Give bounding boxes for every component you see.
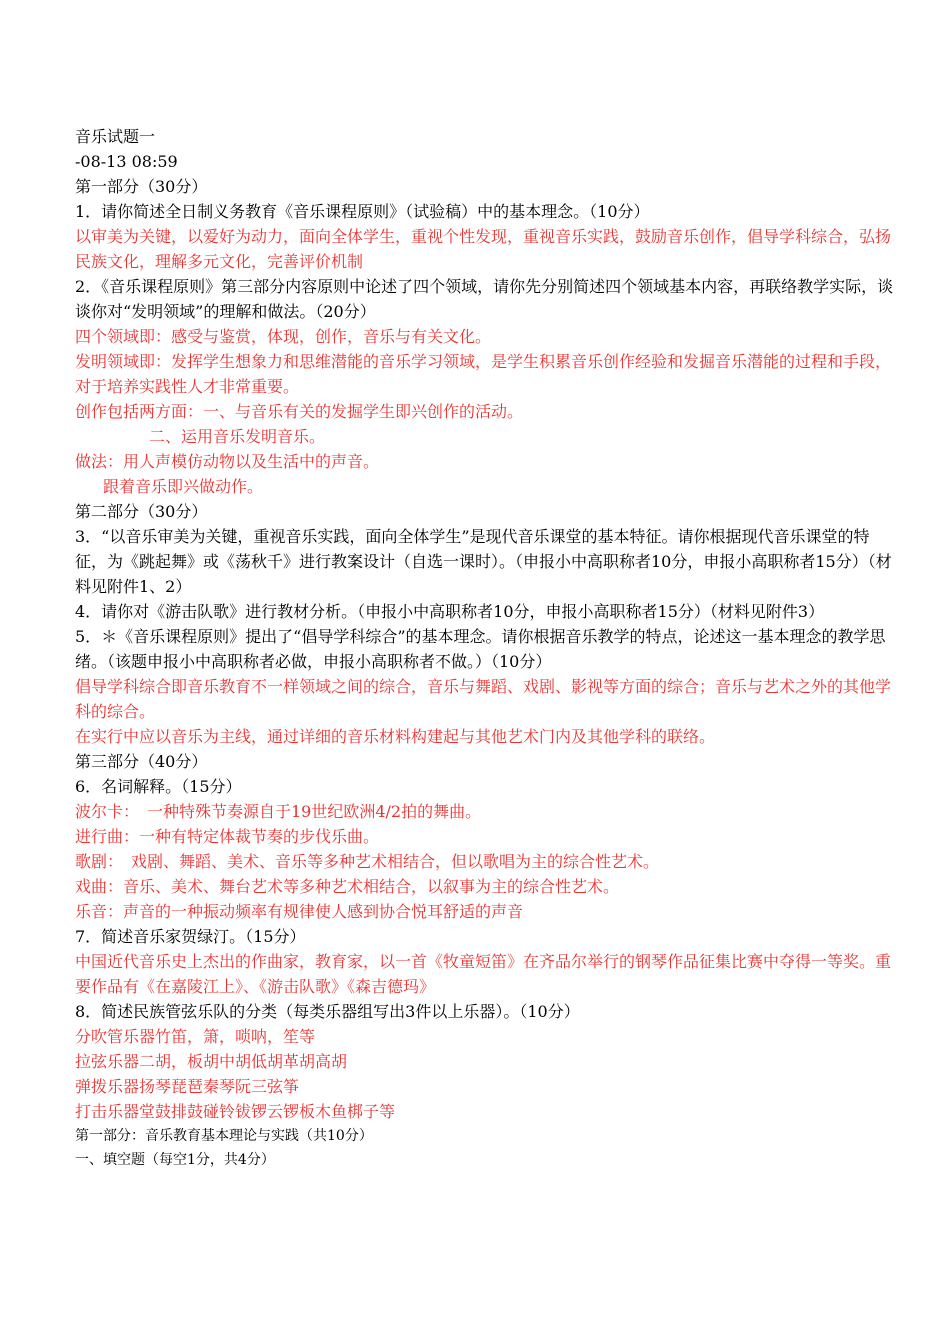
doc-body	[75, 174, 900, 1172]
doc-datetime: -08-13 08:59	[75, 152, 178, 171]
answer-line: 以审美为关键，以爱好为动力，面向全体学生，重视个性发现，重视音乐实践，鼓励音乐创作，倡导学科综合，弘扬民族文化，理解多元文化，完善评价机制	[75, 227, 892, 271]
question-line: 2．《音乐课程原则》第三部分内容原则中论述了四个领域，请你先分别简述四个领域基本内容，再联络教学实际，谈谈你对“发明领域”的理解和做法。（20分）	[75, 277, 894, 321]
answer-line: 波尔卡： 一种特殊节奏源自于19世纪欧洲4/2拍的舞曲。	[75, 802, 482, 821]
answer-line: 中国近代音乐史上杰出的作曲家，教育家，以一首《牧童短笛》在齐品尔举行的钢琴作品征集比赛中夺得一等奖。重要作品有《在嘉陵江上》、《游击队歌》《森吉德玛》	[75, 952, 892, 996]
answer-line: 做法：用人声模仿动物以及生活中的声音。	[75, 452, 380, 471]
question-line: 一、填空题（每空1分，共4分）	[75, 1152, 275, 1168]
question-line: 第三部分（40分）	[75, 752, 208, 771]
question-line: 5．＊《音乐课程原则》提出了“倡导学科综合”的基本理念。请你根据音乐教学的特点，论述这一基本理念的教学思绪。（该题申报小中高职称者必做，申报小高职称者不做。）（10分）	[75, 627, 886, 671]
doc-title: 音乐试题一	[75, 127, 156, 146]
answer-line: 二、运用音乐发明音乐。	[149, 427, 326, 446]
answer-line: 发明领域即：发挥学生想象力和思维潜能的音乐学习领域，是学生积累音乐创作经验和发掘音乐潜能的过程和手段，对于培养实践性人才非常重要。	[75, 352, 892, 396]
answer-line: 进行曲：一种有特定体裁节奏的步伐乐曲。	[75, 827, 380, 846]
answer-line: 歌剧： 戏剧、舞蹈、美术、音乐等多种艺术相结合，但以歌唱为主的综合性艺术。	[75, 852, 660, 871]
answer-line: 跟着音乐即兴做动作。	[103, 477, 264, 496]
question-line: 8．简述民族管弦乐队的分类（每类乐器组写出3件以上乐器）。（10分）	[75, 1002, 580, 1021]
document-page	[75, 124, 900, 1172]
answer-line: 打击乐器堂鼓排鼓碰铃钹锣云锣板木鱼梆子等	[75, 1102, 396, 1121]
question-line: 3．“以音乐审美为关键，重视音乐实践，面向全体学生”是现代音乐课堂的基本特征。请你根据现代音乐课堂的特征，为《跳起舞》或《荡秋千》进行教案设计（自选一课时）。（申报小中高职称者10分，申报小高职称者15分）（材料见附件1、2）	[75, 527, 892, 596]
question-line: 4．请你对《游击队歌》进行教材分析。（申报小中高职称者10分，申报小高职称者15分）（材料见附件3）	[75, 602, 825, 621]
answer-line: 乐音：声音的一种振动频率有规律使人感到协合悦耳舒适的声音	[75, 902, 524, 921]
question-line: 7．简述音乐家贺绿汀。（15分）	[75, 927, 306, 946]
question-line: 6．名词解释。（15分）	[75, 777, 242, 796]
question-line: 第一部分（30分）	[75, 177, 208, 196]
answer-line: 倡导学科综合即音乐教育不一样领域之间的综合，音乐与舞蹈、戏剧、影视等方面的综合；音乐与艺术之外的其他学科的综合。	[75, 677, 892, 721]
question-line: 1．请你简述全日制义务教育《音乐课程原则》（试验稿）中的基本理念。（10分）	[75, 202, 650, 221]
question-line: 第二部分（30分）	[75, 502, 208, 521]
question-line: 第一部分：音乐教育基本理论与实践（共10分）	[75, 1128, 373, 1144]
answer-line: 戏曲：音乐、美术、舞台艺术等多种艺术相结合，以叙事为主的综合性艺术。	[75, 877, 620, 896]
answer-line: 弹拨乐器扬琴琵琶秦琴阮三弦筝	[75, 1077, 300, 1096]
answer-line: 分吹管乐器竹笛，箫，唢呐，笙等	[75, 1027, 316, 1046]
answer-line: 拉弦乐器二胡，板胡中胡低胡革胡高胡	[75, 1052, 348, 1071]
answer-line: 四个领域即：感受与鉴赏，体现，创作，音乐与有关文化。	[75, 327, 492, 346]
answer-line: 创作包括两方面：一、与音乐有关的发掘学生即兴创作的活动。	[75, 402, 524, 421]
answer-line: 在实行中应以音乐为主线，通过详细的音乐材料构建起与其他艺术门内及其他学科的联络。	[75, 727, 716, 746]
